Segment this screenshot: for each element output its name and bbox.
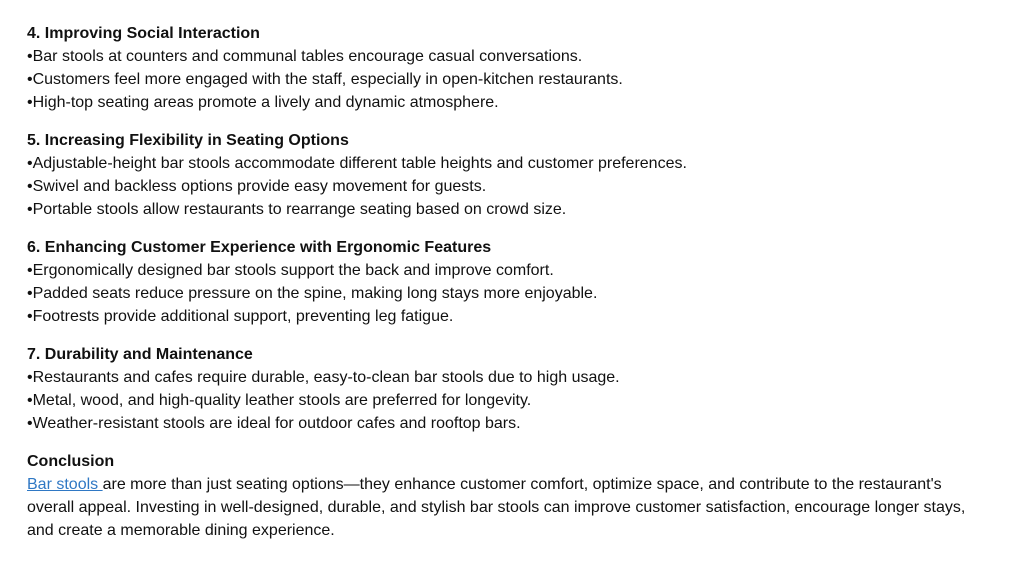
section-ergonomic-features [27,236,987,328]
bullet-item: •Ergonomically designed bar stools support the back and improve comfort. [27,262,554,279]
bullet-item: •Bar stools at counters and communal tables encourage casual conversations. [27,48,583,65]
bullet-item: •Padded seats reduce pressure on the spine, making long stays more enjoyable. [27,285,598,302]
section-heading: 4. Improving Social Interaction [27,25,260,42]
bullet-item: •High-top seating areas promote a lively and dynamic atmosphere. [27,94,499,111]
section-conclusion [27,450,987,542]
bar-stools-link[interactable]: Bar stools [27,476,103,493]
bullet-item: •Metal, wood, and high-quality leather stools are preferred for longevity. [27,392,532,409]
conclusion-paragraph [27,473,987,542]
section-social-interaction [27,22,987,114]
bullet-item: •Portable stools allow restaurants to rearrange seating based on crowd size. [27,201,567,218]
bullet-item: •Adjustable-height bar stools accommodate different table heights and customer preferences. [27,155,687,172]
section-heading: 5. Increasing Flexibility in Seating Options [27,132,349,149]
bullet-item: •Swivel and backless options provide easy movement for guests. [27,178,487,195]
conclusion-heading: Conclusion [27,453,115,470]
section-seating-flexibility [27,129,987,221]
conclusion-body: are more than just seating options—they enhance customer comfort, optimize space, and contribute to the restaurant's overall appeal. Investing in well-designed, durable, and stylish bar stools can improve customer satisfaction, encourage longer stays, and create a memorable dining experience. [27,476,966,539]
bullet-item: •Footrests provide additional support, preventing leg fatigue. [27,308,454,325]
bullet-item: •Customers feel more engaged with the staff, especially in open-kitchen restaurants. [27,71,623,88]
section-durability-maintenance [27,343,987,435]
bullet-item: •Restaurants and cafes require durable, easy-to-clean bar stools due to high usage. [27,369,620,386]
slide-content [27,22,987,557]
section-heading: 6. Enhancing Customer Experience with Ergonomic Features [27,239,492,256]
section-heading: 7. Durability and Maintenance [27,346,253,363]
bullet-item: •Weather-resistant stools are ideal for outdoor cafes and rooftop bars. [27,415,521,432]
